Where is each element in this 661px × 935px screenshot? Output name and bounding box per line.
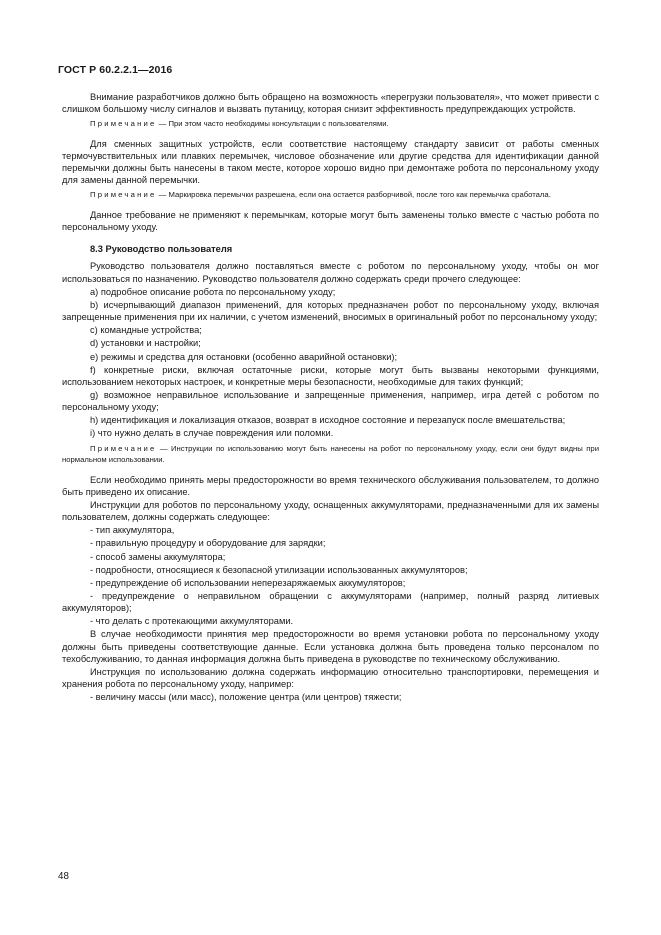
paragraph: Внимание разработчиков должно быть обращено на возможность «перегрузки пользователя», что может привести с слишком большому числу сигналов и вызвать путаницу, которая снизит эффективность предупреждающих устройств. — [62, 92, 599, 115]
paragraph: Для сменных защитных устройств, если соответствие настоящему стандарту зависит от работы сменных термочувствительных или плавких перемычек, числовое обозначение или другие средства для идентификации данной перемычки должны быть нанесены в таком месте, которое хорошо видно при демонтаже робота по персональному уходу для замены данной перемычки. — [62, 138, 599, 186]
paragraph: Данное требование не применяют к перемычкам, которые могут быть заменены только вместе с частью робота по персональному уходу. — [62, 209, 599, 233]
list-item: a) подробное описание робота по персональному уходу; — [90, 286, 336, 297]
note-text: — При этом часто необходимы консультации с пользователями. — [158, 119, 389, 129]
note — [62, 118, 599, 130]
note-label: Примечание — [90, 443, 157, 453]
list-item: h) идентификация и локализация отказов, возврат в исходное состояние и перезапуск после вмешательства; — [90, 415, 566, 426]
list-item: - подробности, относящиеся к безопасной утилизации использованных аккумуляторов; — [90, 564, 468, 575]
list-item: c) командные устройства; — [90, 325, 202, 336]
note-label: Примечание — [90, 119, 157, 129]
note-text: — Маркировка перемычки разрешена, если она остается разборчивой, после того как перемычка сработала. — [158, 190, 551, 200]
list-item: e) режимы и средства для остановки (особенно аварийной остановки); — [90, 351, 398, 362]
list-item: f) конкретные риски, включая остаточные риски, которые могут быть вызваны некоторыми функциями, использованием некоторых настроек, и конкретные меры безопасности, необходимые для таких функций; — [62, 364, 599, 387]
list-item: - предупреждение об использовании неперезаряжаемых аккумуляторов; — [90, 577, 406, 588]
note — [62, 443, 599, 466]
list-item: - что делать с протекающими аккумуляторами. — [90, 616, 294, 627]
paragraph: Если необходимо принять меры предосторожности во время технического обслуживания пользователем, то должно быть приведено их описание. — [62, 474, 599, 497]
list-item: - величину массы (или масс), положение центра (или центров) тяжести; — [90, 692, 402, 703]
list-item: g) возможное неправильное использование и запрещенные применения, например, игра детей с роботом по персональному уходу; — [62, 389, 599, 413]
document-header: ГОСТ Р 60.2.2.1—2016 — [58, 64, 173, 76]
list-item: i) что нужно делать в случае повреждения или поломки. — [90, 428, 334, 439]
list-item: - способ замены аккумулятора; — [90, 551, 226, 562]
list-item: - тип аккумулятора, — [90, 525, 175, 536]
page-number: 48 — [58, 871, 69, 882]
list-item: b) исчерпывающий диапазон применений, для которых предназначен робот по персональному уходу, включая запрещенные применения при их наличии, с учетом изменений, вносимых в оригинальный робот по персональному уходу; — [62, 299, 599, 323]
list-item: - правильную процедуру и оборудование для зарядки; — [90, 538, 326, 549]
paragraph: Руководство пользователя должно поставляться вместе с роботом по персональному уходу, чтобы он мог использоваться по назначению. Руководство пользователя должно содержать среди прочего следующее: — [62, 261, 599, 284]
list-item: - предупреждение о неправильном обращении с аккумуляторами (например, полный разряд литиевых аккумуляторов); — [62, 591, 599, 614]
note — [62, 189, 599, 201]
list-item: d) установки и настройки; — [90, 338, 201, 349]
section-title: 8.3 Руководство пользователя — [90, 244, 233, 255]
note-text: — Инструкции по использованию могут быть нанесены на робот по персональному уходу, если они будут видны при нормальном использовании. — [62, 443, 599, 465]
paragraph: В случае необходимости принятия мер предосторожности во время установки робота по персональному уходу должны быть приведены соответствующие данные. Если установка должна быть проведена только персоналом по техобслуживанию, то данная информация должна быть приведена в руководстве по техническому обслуживанию. — [62, 629, 599, 664]
note-label: Примечание — [90, 190, 157, 200]
paragraph: Инструкции для роботов по персональному уходу, оснащенных аккумуляторами, предназначенными для их замены пользователем, должны содержать следующее: — [62, 499, 599, 523]
document-body — [62, 91, 599, 704]
paragraph: Инструкция по использованию должна содержать информацию относительно транспортировки, перемещения и хранения робота по персональному уходу, например: — [62, 666, 599, 690]
